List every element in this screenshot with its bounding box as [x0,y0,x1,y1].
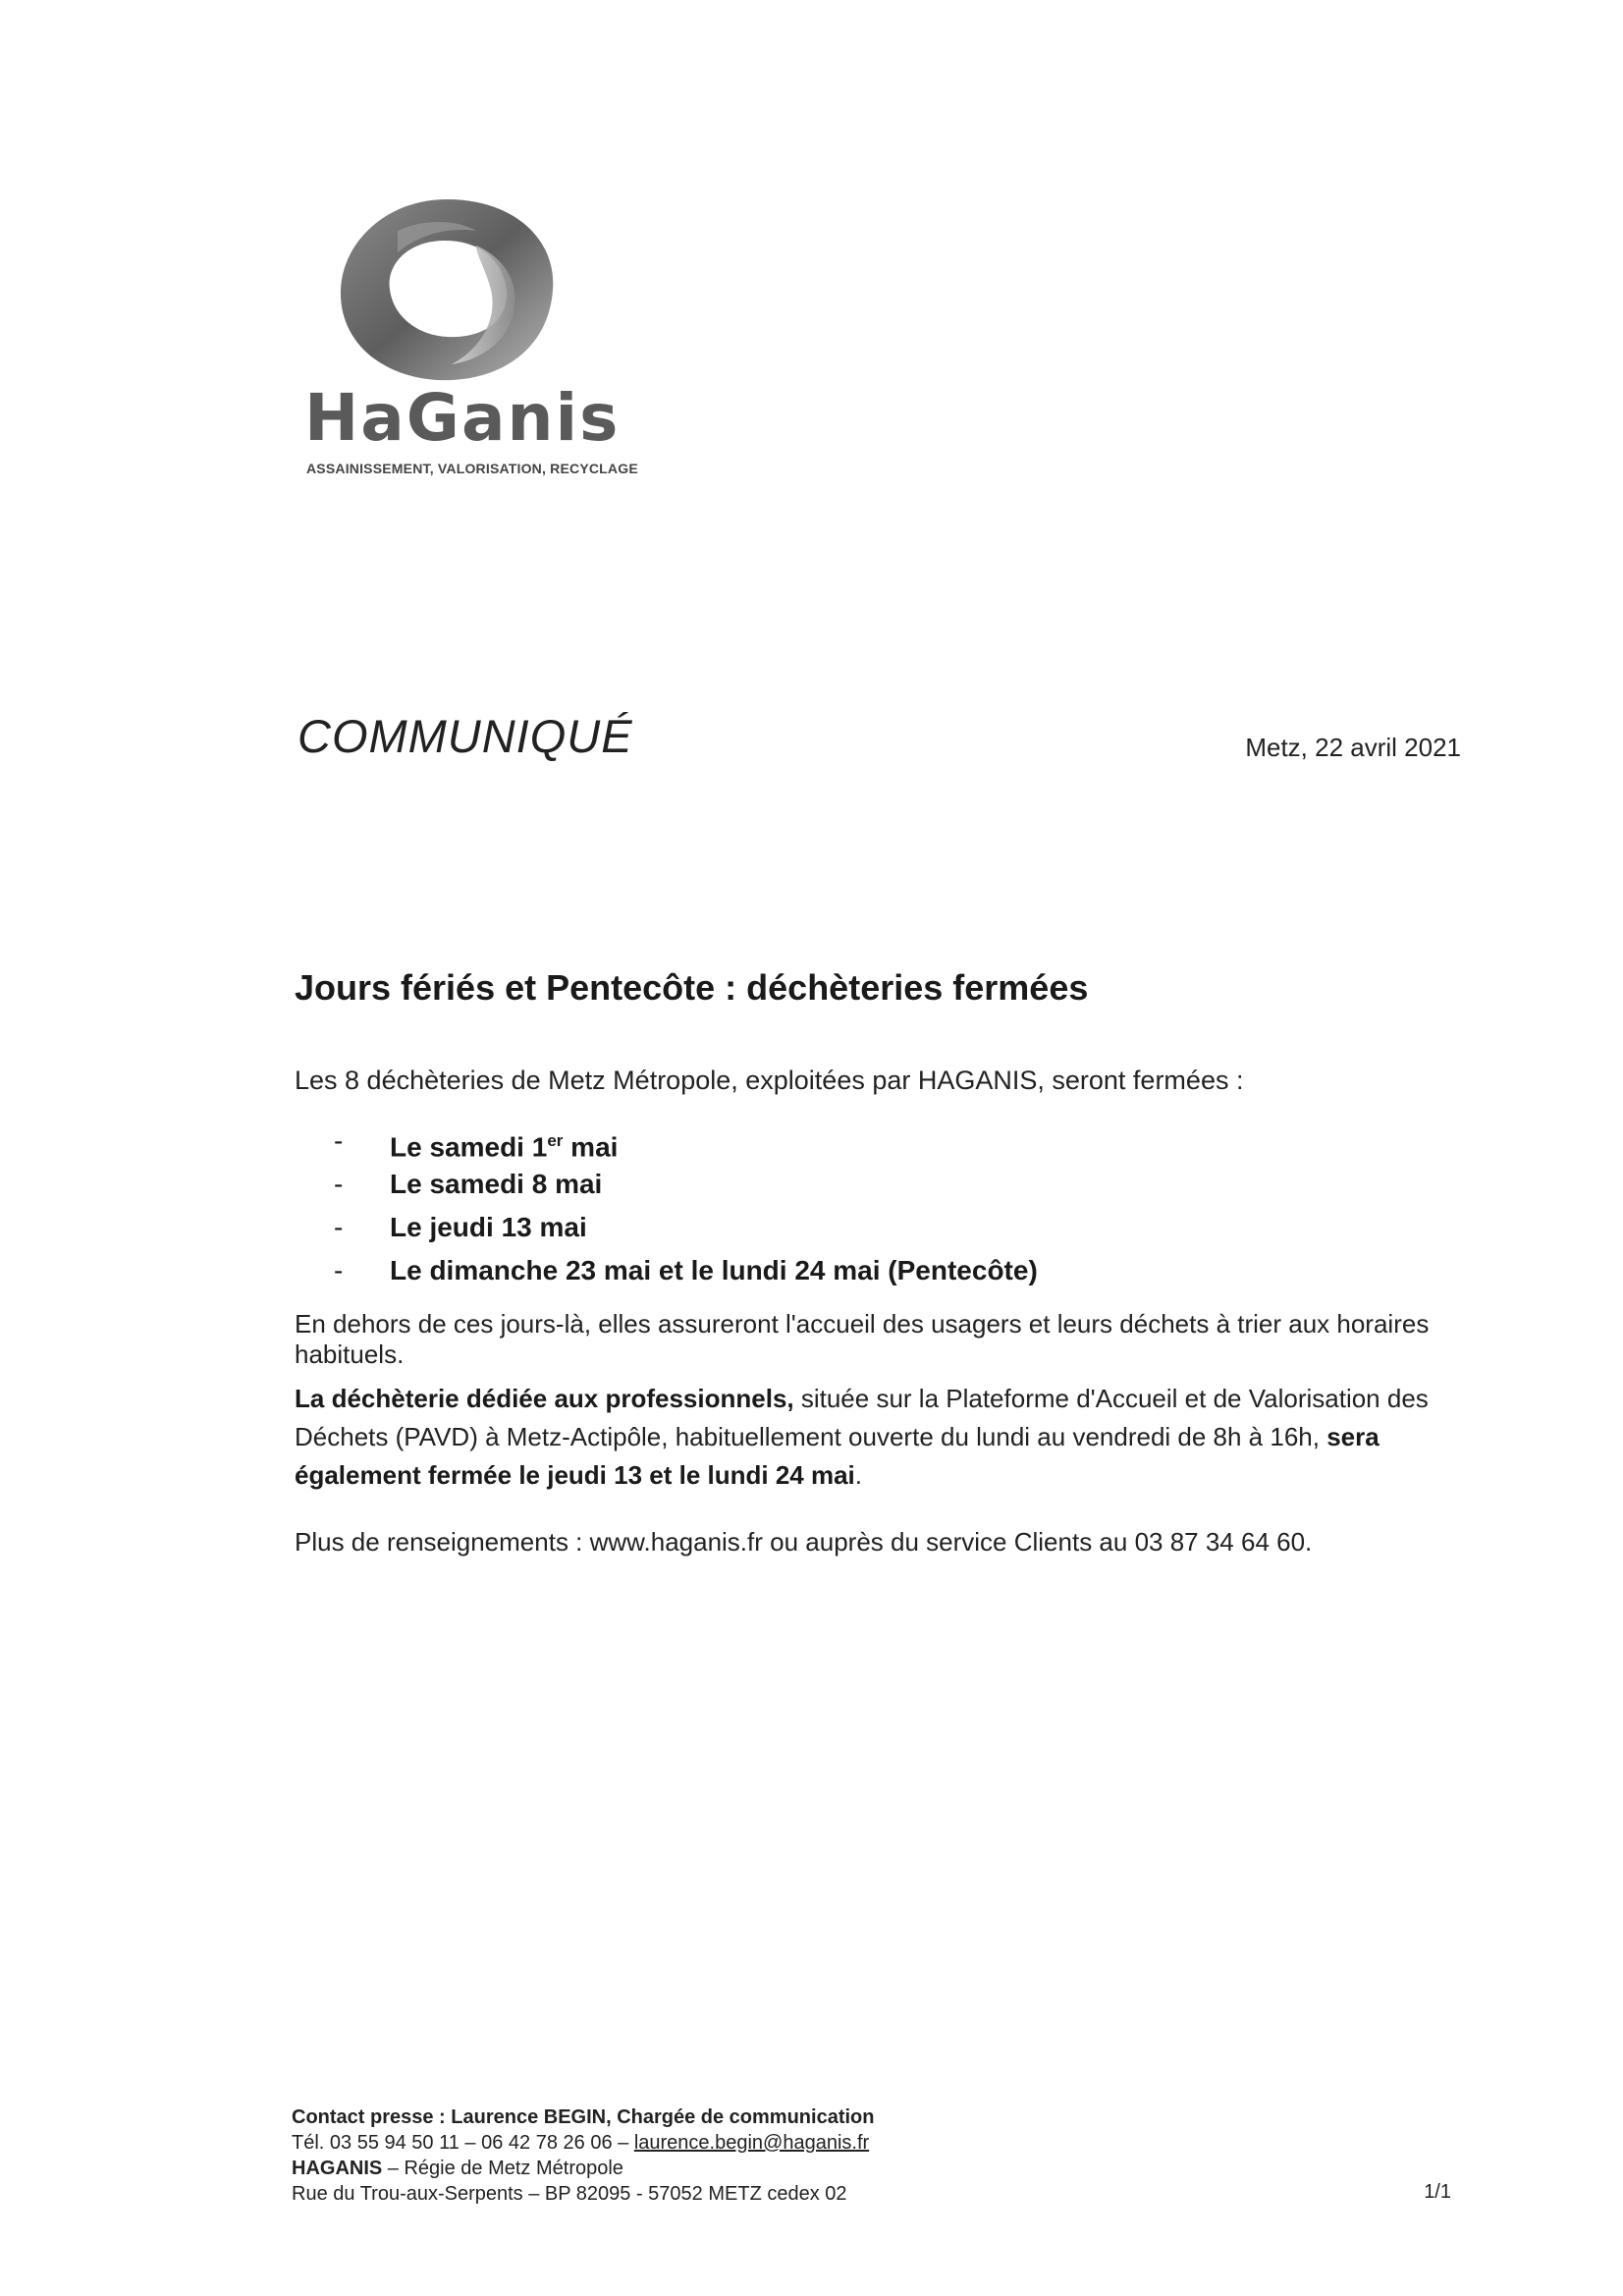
logo-tagline: ASSAINISSEMENT, VALORISATION, RECYCLAGE [306,461,638,476]
closure-dates-list [334,1120,1038,1292]
dash-bullet: - [334,1169,344,1199]
logo-swirl-icon [329,191,565,388]
dash-bullet: - [334,1212,344,1242]
org-line: HAGANIS – Régie de Metz Métropole [292,2158,623,2179]
document-title: COMMUNIQUÉ [298,710,633,762]
intro-text: Les 8 déchèteries de Metz Métropole, exploitées par HAGANIS, seront fermées : [295,1066,1244,1095]
list-item: - Le samedi 8 mai [334,1163,1038,1206]
list-item: - Le dimanche 23 mai et le lundi 24 mai (Pentecôte) [334,1249,1038,1292]
phone-line: Tél. 03 55 94 50 11 – 06 42 78 26 06 – laurence.begin@haganis.fr [292,2132,870,2154]
logo-wordmark: HaGanis [304,380,621,456]
dash-bullet: - [334,1255,344,1285]
paragraph-opening-hours: En dehors de ces jours-là, elles assureront l'accueil des usagers et leurs déchets à trier aux horaires habituels. [295,1309,1430,1369]
list-item: - Le samedi 1er mai [334,1120,1038,1163]
page-number: 1/1 [1424,2181,1451,2203]
press-contact-footer [292,2105,874,2207]
email-link[interactable]: laurence.begin@haganis.fr [633,2132,870,2154]
company-logo [295,191,638,486]
headline: Jours fériés et Pentecôte : déchèteries fermées [295,967,1089,1008]
list-item: - Le jeudi 13 mai [334,1206,1038,1249]
address-line: Rue du Trou-aux-Serpents – BP 82095 - 57052 METZ cedex 02 [292,2183,847,2205]
contact-line: Contact presse : Laurence BEGIN, Chargée de communication [292,2106,875,2128]
document-date: Metz, 22 avril 2021 [1245,733,1461,762]
paragraph-professionals: La déchèterie dédiée aux professionnels, située sur la Plateforme d'Accueil et de Valorisation des Déchets (PAVD) à Metz-Actipôle, habituellement ouverte du lundi au vendredi de 8h à 16h, sera également fermée le jeudi 13 et le lundi 24 mai. [295,1384,1429,1490]
dash-bullet: - [334,1125,344,1156]
paragraph-more-info: Plus de renseignements : www.haganis.fr ou auprès du service Clients au 03 87 34 64 60. [295,1527,1313,1557]
